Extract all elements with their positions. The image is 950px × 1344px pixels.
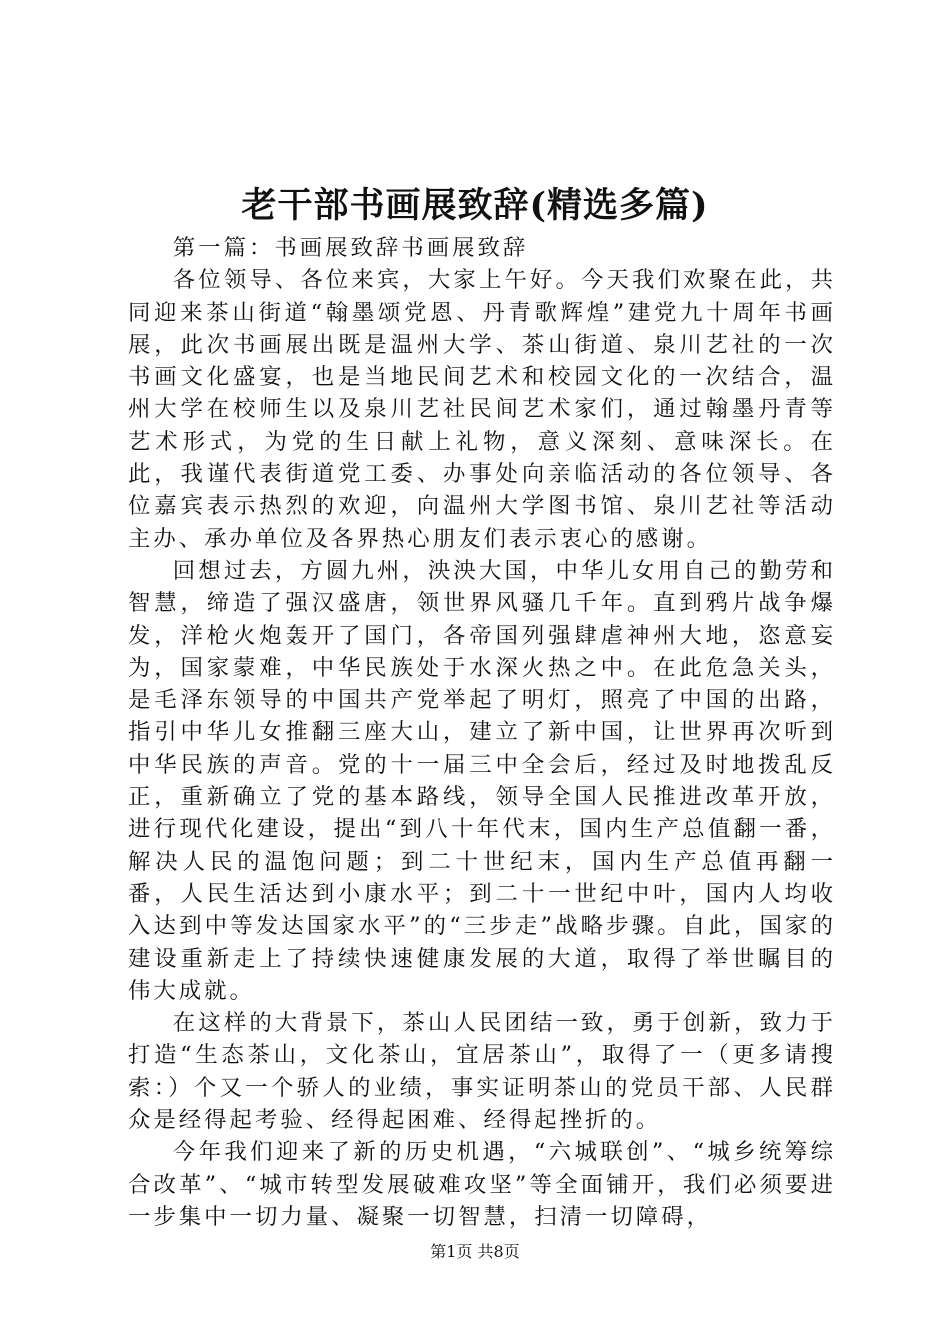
paragraph: 今年我们迎来了新的历史机遇，“六城联创”、“城乡统筹综合改革”、“城市转型发展破难攻坚”等全面铺开，我们必须要进一步集中一切力量、凝聚一切智慧，扫清一切障碍， [128,1139,836,1230]
section-heading: 第一篇：书画展致辞书画展致辞 [172,235,529,261]
document-body [128,232,836,1233]
paragraph: 各位领导、各位来宾，大家上午好。今天我们欢聚在此，共同迎来茶山街道“翰墨颂党恩、丹青歌辉煌”建党九十周年书画展，此次书画展出既是温州大学、茶山街道、泉川艺社的一次书画文化盛宴，也是当地民间艺术和校园文化的一次结合，温州大学在校师生以及泉川艺社民间艺术家们，通过翰墨丹青等艺术形式，为党的生日献上礼物，意义深刻、意味深长。在此，我谨代表街道党工委、办事处向亲临活动的各位领导、各位嘉宾表示热烈的欢迎，向温州大学图书馆、泉川艺社等活动主办、承办单位及各界热心朋友们表示衷心的感谢。 [128,267,836,552]
paragraph: 在这样的大背景下，茶山人民团结一致，勇于创新，致力于打造“生态茶山，文化茶山，宜居茶山”，取得了一（更多请搜索：）个又一个骄人的业绩，事实证明茶山的党员干部、人民群众是经得起考验、经得起困难、经得起挫折的。 [128,1010,836,1134]
document-title: 老干部书画展致辞(精选多篇) [241,185,709,226]
page-number-footer: 第1页 共8页 [430,1242,520,1261]
paragraph: 回想过去，方圆九州，泱泱大国，中华儿女用自己的勤劳和智慧，缔造了强汉盛唐，领世界风骚几千年。直到鸦片战争爆发，洋枪火炮轰开了国门，各帝国列强肆虐神州大地，恣意妄为，国家蒙难，中华民族处于水深火热之中。在此危急关头，是毛泽东领导的中国共产党举起了明灯，照亮了中国的出路，指引中华儿女推翻三座大山，建立了新中国，让世界再次听到中华民族的声音。党的十一届三中全会后，经过及时地拨乱反正，重新确立了党的基本路线，领导全国人民推进改革开放，进行现代化建设，提出“到八十年代末，国内生产总值翻一番，解决人民的温饱问题；到二十世纪末，国内生产总值再翻一番，人民生活达到小康水平；到二十一世纪中叶，国内人均收入达到中等发达国家水平”的“三步走”战略步骤。自此，国家的建设重新走上了持续快速健康发展的大道，取得了举世瞩目的伟大成就。 [128,557,836,1004]
